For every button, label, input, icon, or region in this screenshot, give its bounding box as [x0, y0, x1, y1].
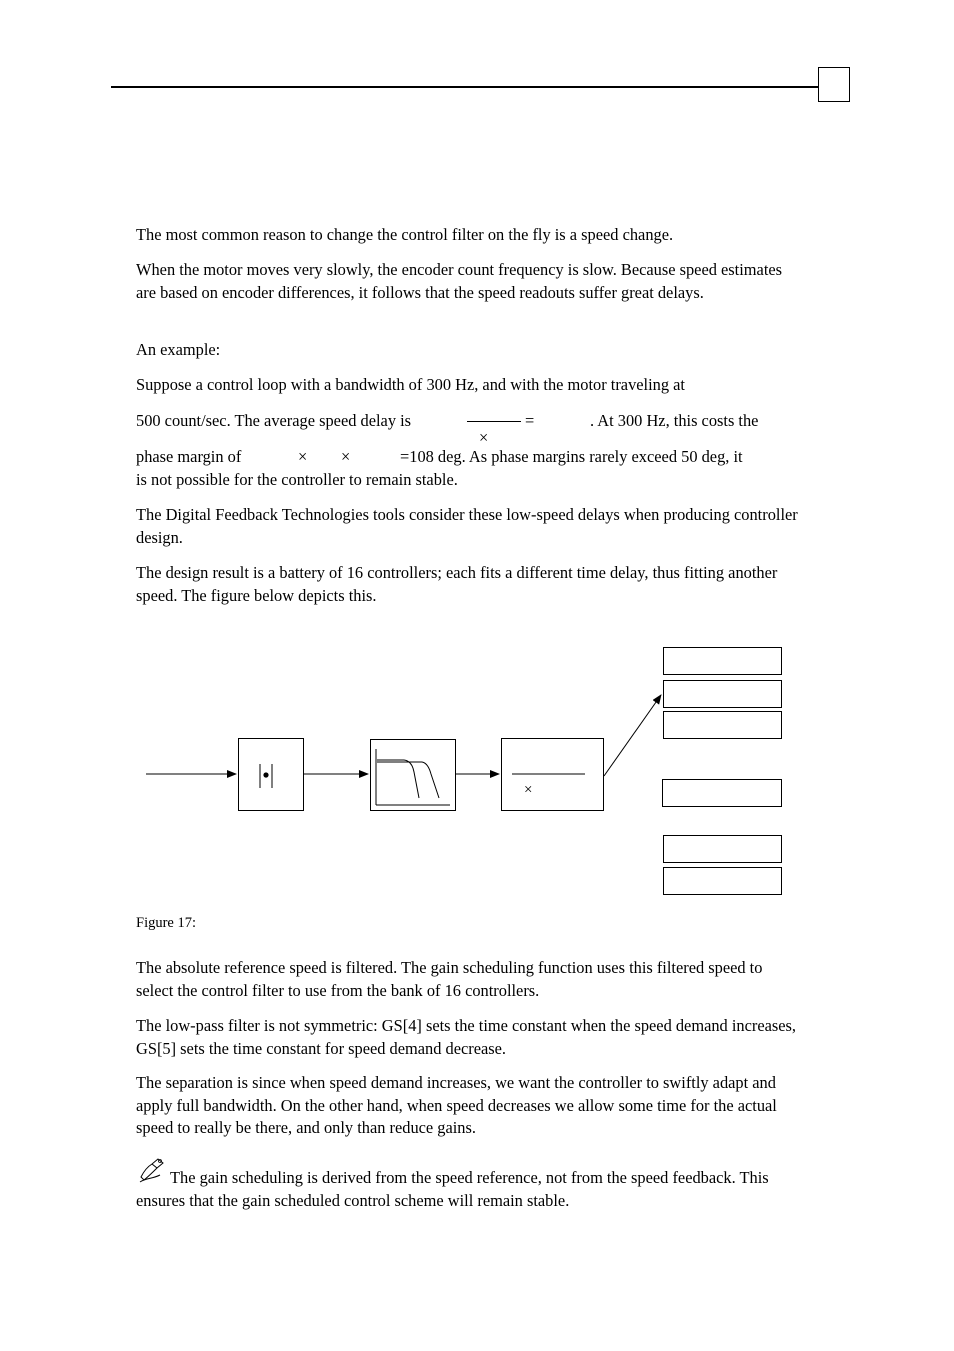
example-line3: is not possible for the controller to remain stable.: [136, 470, 458, 489]
filter-response-curve-1: [377, 760, 419, 798]
example-line1-end: . At 300 Hz, this costs the: [590, 411, 759, 430]
paragraph-slow-motor: When the motor moves very slowly, the encoder count frequency is slow. Because speed estimates are based on encoder differences, it follows that the speed readouts suffer great delays.: [136, 260, 783, 302]
example-line1-start: 500 count/sec. The average speed delay is: [136, 411, 412, 430]
example-line2-start: phase margin of: [136, 447, 242, 466]
filter-response-curve-2: [377, 762, 439, 798]
paragraph-separation: The separation is since when speed demand increases, we want the controller to swiftly adapt and apply full bandwidth. On the other hand, when speed decreases we allow some time for the actual speed to really be there, and only than reduce gains.: [136, 1073, 777, 1137]
abs-dot: [263, 772, 268, 777]
controller-box-1: [664, 648, 782, 675]
fraction-denominator: ×: [479, 428, 489, 447]
figure-caption: Figure 17:: [136, 915, 197, 931]
controller-box-5: [664, 836, 782, 863]
paragraph-filtered-reference: The absolute reference speed is filtered. The gain scheduling function uses this filtered speed to select the control filter to use from the bank of 16 controllers.: [136, 958, 763, 1000]
controller-box-3: [664, 712, 782, 739]
paragraph-lowpass-asymmetric: The low-pass filter is not symmetric: GS[4] sets the time constant when the speed demand increases, GS[5] sets the time constant for speed demand decrease.: [136, 1016, 797, 1058]
lowpass-filter-block: [371, 740, 456, 811]
times-sign-2: ×: [341, 447, 351, 466]
times-sign-1: ×: [298, 447, 308, 466]
paragraph-design-result: The design result is a battery of 16 controllers; each fits a different time delay, thus fitting another speed. The figure below depicts this.: [136, 563, 778, 605]
paragraph-intro: The most common reason to change the control filter on the fly is a speed change.: [136, 225, 674, 244]
example-equals: =: [525, 411, 535, 430]
paragraph-dft-tools: The Digital Feedback Technologies tools consider these low-speed delays when producing controller design.: [136, 505, 798, 547]
example-line2-end: =108 deg. As phase margins rarely exceed 50 deg, it: [400, 447, 743, 466]
controller-box-6: [664, 868, 782, 895]
paragraph-example-start: Suppose a control loop with a bandwidth of 300 Hz, and with the motor traveling at: [136, 375, 685, 394]
note-paragraph: The gain scheduling is derived from the speed reference, not from the speed feedback. This ensures that the gain scheduled control scheme will remain stable.: [136, 1168, 769, 1210]
controller-box-2: [664, 681, 782, 708]
selector-arrow: [604, 695, 661, 776]
divider-times-sign: ×: [524, 782, 533, 798]
abs-block: [239, 739, 304, 811]
paragraph-example-label: An example:: [136, 340, 221, 359]
controller-box-4: [663, 780, 782, 807]
